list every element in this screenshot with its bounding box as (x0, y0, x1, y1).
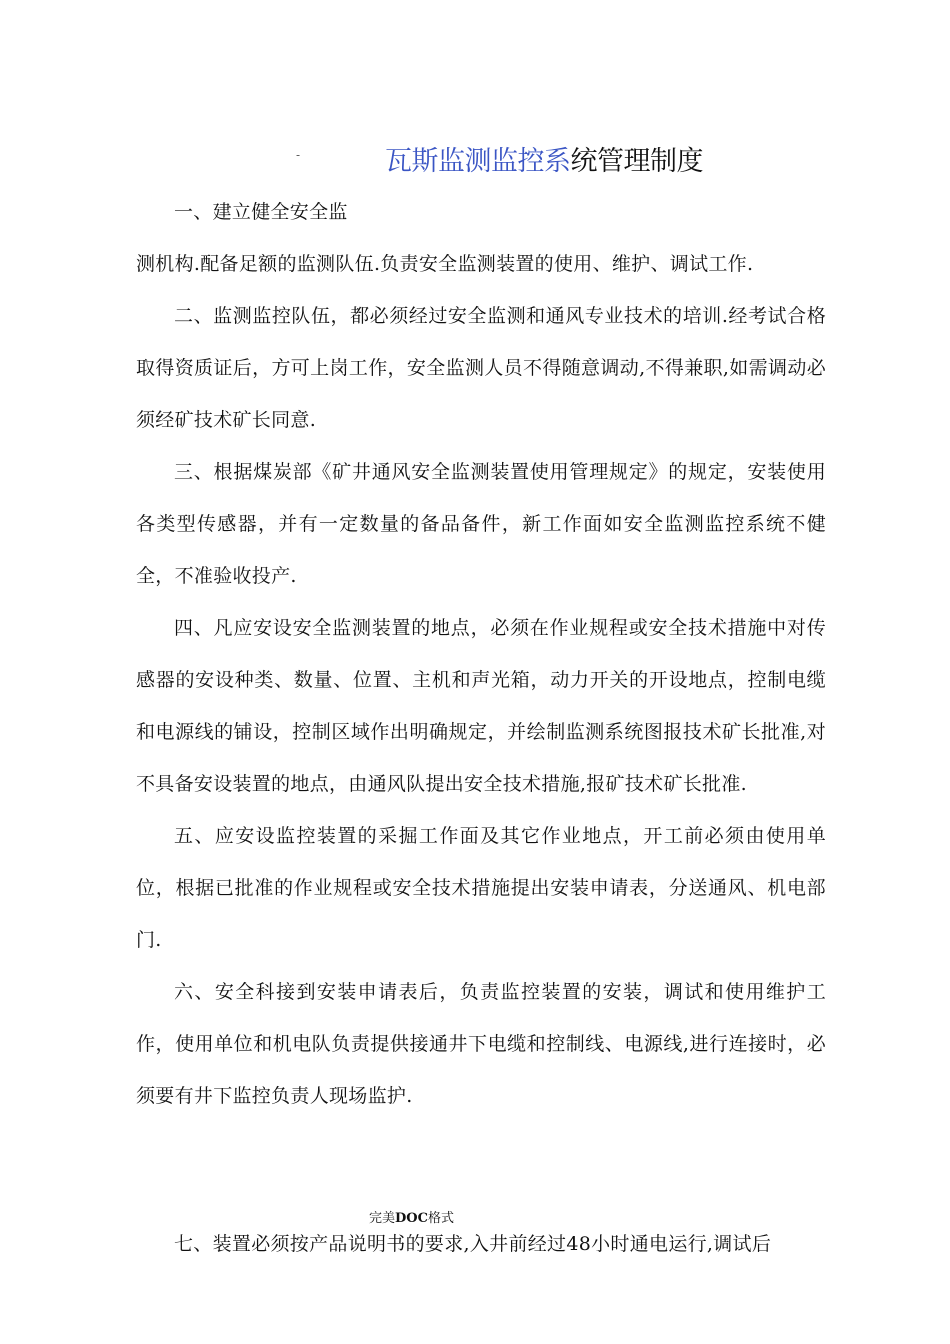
footer-bold: DOC (395, 1211, 428, 1226)
document-body (136, 186, 826, 1122)
paragraph-1: 一、建立健全安全监 (174, 201, 348, 223)
paragraph-1-cont: 测机构.配备足额的监测队伍.负责安全监测装置的使用、维护、调试工作. (136, 253, 754, 275)
paragraph-5: 五、应安设监控装置的采掘工作面及其它作业地点，开工前必须由使用单位，根据已批准的作业规程或安全技术措施提出安装申请表，分送通风、机电部门. (136, 825, 826, 951)
page-title (385, 142, 703, 182)
paragraph-7: 七、装置必须按产品说明书的要求,入井前经过48小时通电运行,调试后 (174, 1233, 772, 1255)
title-blue-part: 瓦斯监测监控系 (385, 146, 571, 177)
paragraph-3: 三、根据煤炭部《矿井通风安全监测装置使用管理规定》的规定，安装使用各类型传感器，并有一定数量的备品备件，新工作面如安全监测监控系统不健全，不准验收投产. (136, 461, 826, 587)
paragraph-4: 四、凡应安设安全监测装置的地点，必须在作业规程或安全技术措施中对传感器的安设种类、数量、位置、主机和声光箱，动力开关的开设地点，控制电缆和电源线的铺设，控制区域作出明确规定，并绘制监测系统图报技术矿长批准,对不具备安设装置的地点，由通风队提出安全技术措施,报矿技术矿长批准. (136, 617, 826, 795)
paragraph-2: 二、监测监控队伍，都必须经过安全监测和通风专业技术的培训.经考试合格取得资质证后，方可上岗工作，安全监测人员不得随意调动,不得兼职,如需调动必须经矿技术矿长同意. (136, 305, 826, 431)
title-black-part: 统管理制度 (570, 146, 703, 177)
header-dash: - (296, 148, 301, 162)
paragraph-6: 六、安全科接到安装申请表后，负责监控装置的安装，调试和使用维护工作，使用单位和机电队负责提供接通井下电缆和控制线、电源线,进行连接时，必须要有井下监控负责人现场监护. (136, 981, 826, 1107)
footer-suffix: 格式 (427, 1211, 454, 1226)
footer-prefix: 完美 (369, 1211, 396, 1226)
